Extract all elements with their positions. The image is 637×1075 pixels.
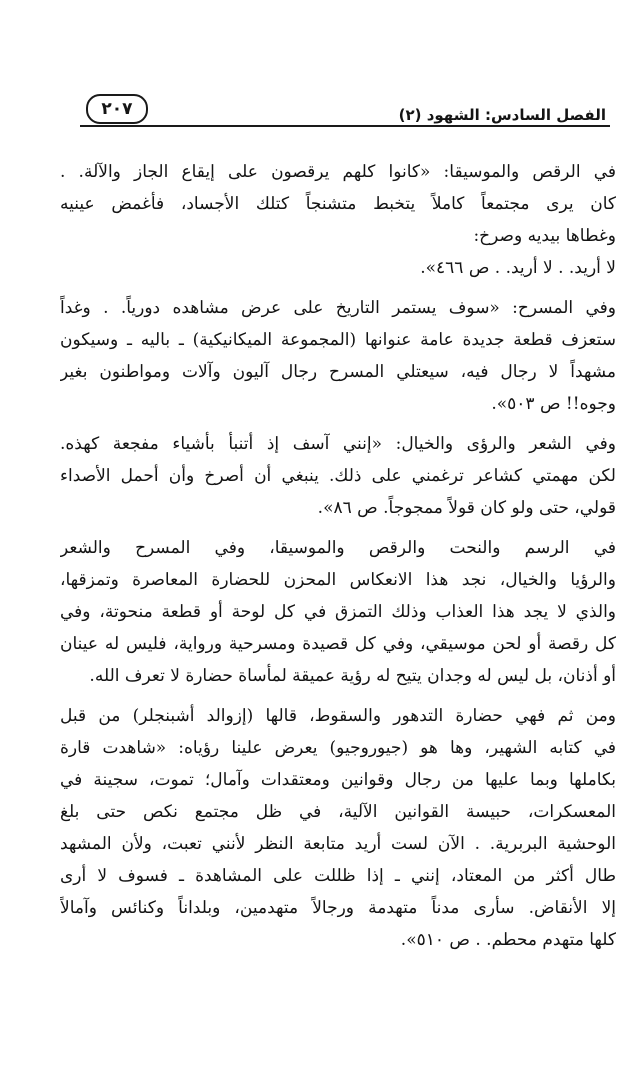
text-line: كلها متهدم محطم. . ص ٥١٠». [400, 930, 616, 950]
text-line: كان يرى مجتمعاً كاملاً يتخبط متشنجاً كتلك الأجساد، فأغمض عينيه [60, 194, 616, 214]
paragraph-poetry [60, 428, 616, 524]
text-line: إلا الأنقاض. سأرى مدناً متهدمة ورجالاً متهدمين، وبلداناً وكنائس وآمالاً [60, 898, 616, 918]
text-line: بكاملها وبما عليها من رجال وقوانين ومعتقدات وآمال؛ تموت، سجينة في [60, 770, 616, 790]
text-line: قولي، حتى ولو كان قولاً ممجوجاً. ص ٨٦». [317, 498, 616, 518]
page-number: ٢٠٧ [86, 94, 148, 124]
text-line: وفي المسرح: «سوف يستمر التاريخ على عرض مشاهده دورياً. . وغداً [60, 298, 616, 318]
running-header [80, 92, 610, 126]
text-line: لكن مهمتي كشاعر ترغمني على ذلك. ينبغي أن أصرخ وأن أحمل الأصداء [60, 466, 616, 486]
body-text [60, 156, 616, 956]
paragraph-decline [60, 700, 616, 956]
text-line: الوحشية البربرية. . الآن لست أريد متابعة النظر لأنني تعبت، ولأن المشهد [60, 834, 616, 854]
text-line: أو أذنان، بل ليس له وجدان يتيح له رؤية عميقة لمأساة حضارة لا تعرف الله. [89, 666, 616, 686]
paragraph-theater [60, 292, 616, 420]
text-line: في كتابه الشهير، وها هو (جيوروجيو) يعرض علينا رؤياه: «شاهدت قارة [60, 738, 616, 758]
text-line: لا أريد. . لا أريد. . ص ٤٦٦». [420, 258, 616, 278]
paragraph-arts-reflection [60, 532, 616, 692]
paragraph-dance-music [60, 156, 616, 252]
text-line: والرؤيا والخيال، نجد هذا الانعكاس المحزن للحضارة المعاصرة وتمزقها، [60, 570, 616, 590]
text-line: وغطاها بيديه وصرخ: [473, 226, 616, 246]
text-line: مشهداً لا رجال فيه، سيعتلي المسرح رجال آليون وآلات ومواطنون بغير [60, 362, 616, 382]
text-line: ستعزف قطعة جديدة عامة عنوانها (المجموعة الميكانيكية) ـ باليه ـ وسيكون [60, 330, 616, 350]
text-line: وجوه!! ص ٥٠٣». [491, 394, 616, 414]
header-rule [80, 125, 610, 127]
text-line: المعسكرات، حبيسة القوانين الآلية، في ظل مجتمع نكص حتى بلغ [60, 802, 616, 822]
chapter-title: الفصل السادس: الشهود (٢) [398, 106, 606, 124]
text-line: طال أكثر من المعتاد، إنني ـ إذا ظللت على المشاهدة ـ فسوف لا أرى [60, 866, 616, 886]
text-line: كل رقصة أو لحن موسيقي، وفي كل قصيدة ومسرحية ورواية، فليس له عينان [60, 634, 616, 654]
text-line: في الرسم والنحت والرقص والموسيقا، وفي المسرح والشعر [60, 538, 616, 558]
text-line: والذي لا يجد هذا العذاب وذلك التمزق في كل لوحة أو قطعة منحوتة، وفي [60, 602, 616, 622]
paragraph-quote-refusal [60, 252, 616, 284]
text-line: وفي الشعر والرؤى والخيال: «إنني آسف إذ أتنبأ بأشياء مفجعة كهذه. [60, 434, 616, 454]
text-line: في الرقص والموسيقا: «كانوا كلهم يرقصون على إيقاع الجاز والآلة. . [60, 162, 616, 182]
text-line: ومن ثم فهي حضارة التدهور والسقوط، قالها (إزوالد أشبنجلر) من قبل [60, 706, 616, 726]
